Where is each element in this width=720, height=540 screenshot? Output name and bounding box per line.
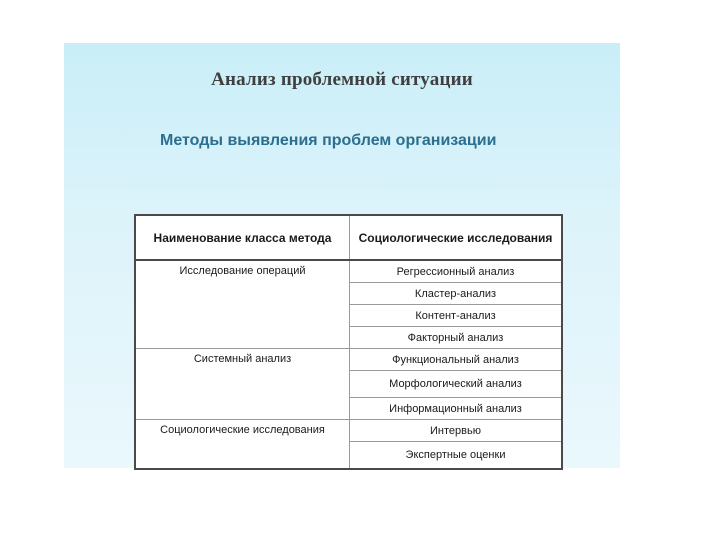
table-row bbox=[135, 349, 562, 371]
table-row bbox=[135, 420, 562, 442]
method-cell: Кластер-анализ bbox=[350, 283, 563, 305]
method-cell: Регрессионный анализ bbox=[350, 260, 563, 283]
slide-subtitle: Методы выявления проблем организации bbox=[160, 132, 497, 149]
slide bbox=[64, 43, 620, 468]
table-header-row bbox=[135, 215, 562, 260]
method-cell: Интервью bbox=[350, 420, 563, 442]
class-cell: Исследование операций bbox=[135, 260, 350, 349]
header-methods: Социологические исследования bbox=[350, 215, 563, 260]
header-class: Наименование класса метода bbox=[135, 215, 350, 260]
method-cell: Экспертные оценки bbox=[350, 442, 563, 470]
method-cell: Информационный анализ bbox=[350, 398, 563, 420]
method-cell: Морфологический анализ bbox=[350, 371, 563, 398]
class-cell: Системный анализ bbox=[135, 349, 350, 420]
class-cell: Социологические исследования bbox=[135, 420, 350, 470]
table-row bbox=[135, 260, 562, 283]
slide-title: Анализ проблемной ситуации bbox=[211, 69, 473, 90]
method-cell: Контент-анализ bbox=[350, 305, 563, 327]
method-cell: Факторный анализ bbox=[350, 327, 563, 349]
methods-table bbox=[134, 214, 563, 470]
method-cell: Функциональный анализ bbox=[350, 349, 563, 371]
